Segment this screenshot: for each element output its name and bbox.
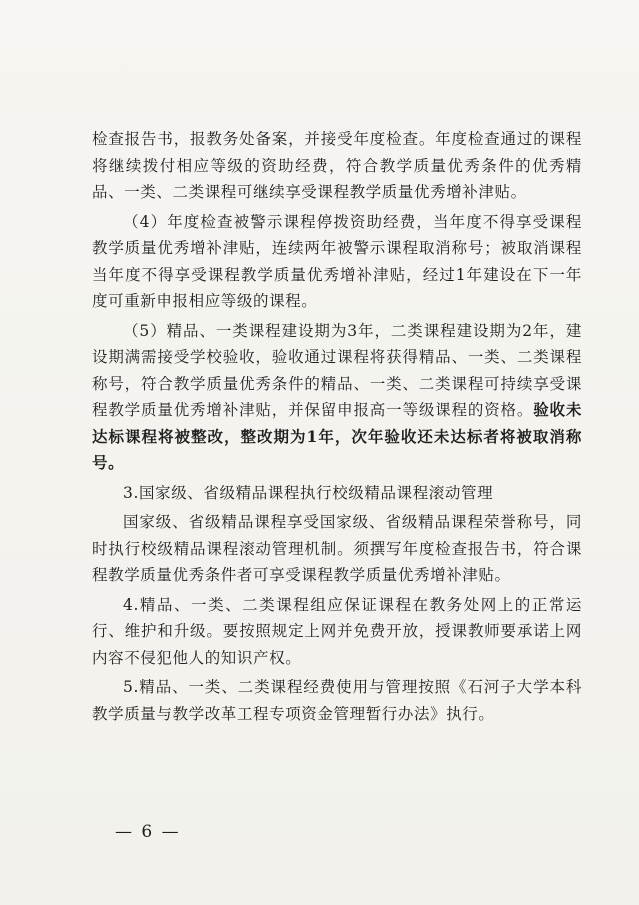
paragraph-3-text: （5）精品、一类课程建设期为3年，二类课程建设期为2年，建设期满需接受学校验收，验收通过课程将获得精品、一类、二类课程称号，符合教学质量优秀条件的精品、一类、二类课程可持续享受课程教学质量优秀增补津贴，并保留申报高一等级课程的资格。 [92,321,582,419]
paragraph-7-text: 5.精品、一类、二类课程经费使用与管理按照《石河子大学本科教学质量与教学改革工程专项资金管理暂行办法》执行。 [92,678,582,723]
paragraph-2 [92,209,582,315]
paragraph-3 [92,318,582,477]
paragraph-6 [92,592,582,672]
paragraph-7 [92,674,582,727]
paragraph-5 [92,509,582,589]
paragraph-1 [92,126,582,206]
page-number: — 6 — [115,822,181,842]
paragraph-6-text: 4.精品、一类、二类课程组应保证课程在教务处网上的正常运行、维护和升级。要按照规定上网并免费开放，授课教师要承诺上网内容不侵犯他人的知识产权。 [92,595,582,667]
document-body [92,126,582,727]
paragraph-4-text: 3.国家级、省级精品课程执行校级精品课程滚动管理 [123,483,494,502]
paragraph-4-heading [92,480,582,507]
paragraph-5-text: 国家级、省级精品课程享受国家级、省级精品课程荣誉称号，同时执行校级精品课程滚动管理机制。须撰写年度检查报告书，符合课程教学质量优秀条件者可享受课程教学质量优秀增补津贴。 [92,513,582,584]
paragraph-3-bold-text: 验收未达标课程将被整改，整改期为1年，次年验收还未达标者将被取消称号。 [92,400,583,472]
paragraph-1-text: 检查报告书，报教务处备案，并接受年度检查。年度检查通过的课程将继续拨付相应等级的资助经费，符合教学质量优秀条件的优秀精品、一类、二类课程可继续享受课程教学质量优秀增补津贴。 [92,130,582,201]
paragraph-2-text: （4）年度检查被警示课程停拨资助经费，当年度不得享受课程教学质量优秀增补津贴，连续两年被警示课程取消称号；被取消课程当年度不得享受课程教学质量优秀增补津贴，经过1年建设在下一年度可重新申报相应等级的课程。 [92,212,582,310]
